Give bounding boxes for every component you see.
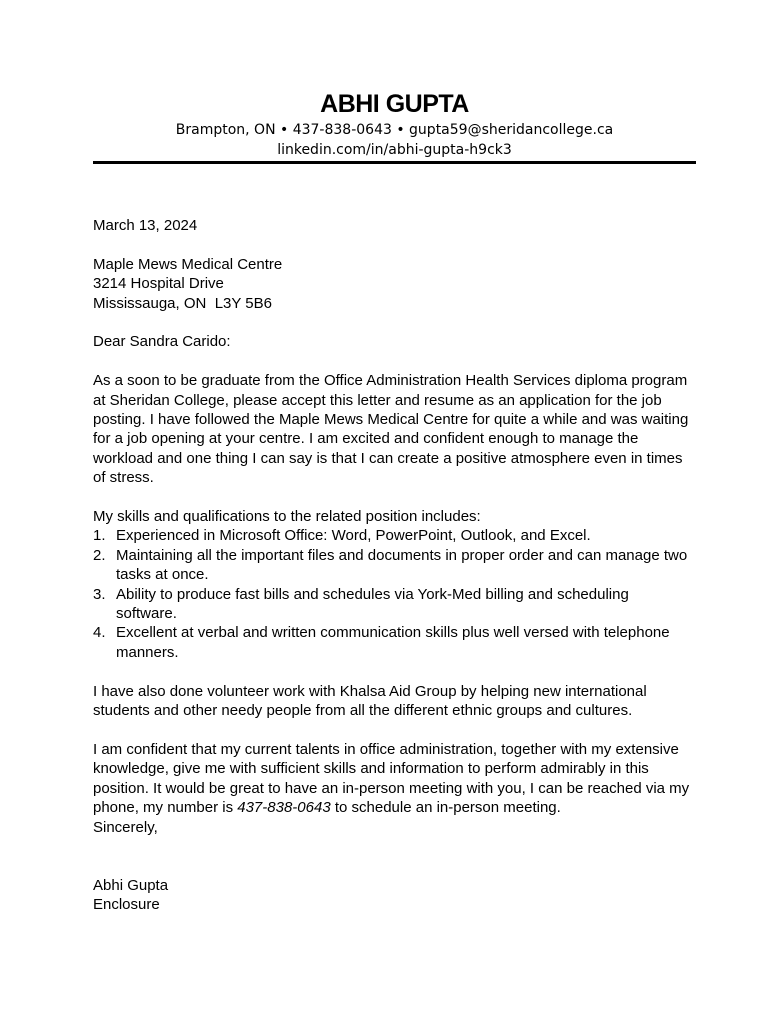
- list-item: [93, 623, 693, 662]
- linkedin-line: linkedin.com/in/abhi-gupta-h9ck3: [277, 142, 512, 158]
- list-number: 4.: [93, 624, 106, 642]
- paragraph-intro: As a soon to be graduate from the Office Administration Health Services diploma program at Sheridan College, please accept this letter and resume as an application for the job posting. I have followed the Maple Mews Medical Centre for quite a while and was waiting for a job opening at your centre. I am excited and confident enough to manage the workload and one thing I can say is that I can create a positive atmosphere even in times of stress.: [93, 372, 689, 487]
- closing-text-before: I am confident that my current talents in office administration, together with my extensive knowledge, give me with sufficient skills and information to perform admirably in this position. It would be great to have an in-person meeting with you, I can be reached via my phone, my number is: [93, 740, 690, 817]
- letter-date: March 13, 2024: [93, 217, 198, 234]
- list-item-text: Ability to produce fast bills and schedules via York-Med billing and scheduling software.: [116, 585, 629, 623]
- paragraph-volunteer: I have also done volunteer work with Khalsa Aid Group by helping new international students and other needy people from all the different ethnic groups and cultures.: [93, 682, 647, 720]
- list-item: [93, 585, 693, 624]
- header-divider: [93, 161, 696, 164]
- list-number: 1.: [93, 527, 106, 545]
- paragraph-closing: [93, 740, 693, 818]
- signature-name: Abhi Gupta: [93, 876, 169, 894]
- list-item-text: Experienced in Microsoft Office: Word, PowerPoint, Outlook, and Excel.: [116, 527, 591, 545]
- list-number: 2.: [93, 546, 106, 564]
- phone-number: 437-838-0643: [237, 799, 331, 817]
- recipient-org: Maple Mews Medical Centre: [93, 255, 283, 273]
- recipient-street: 3214 Hospital Drive: [93, 275, 224, 293]
- list-number: 3.: [93, 585, 106, 603]
- closing-text-after: to schedule an in-person meeting.: [330, 799, 561, 817]
- list-item-text: Maintaining all the important files and documents in proper order and can manage two tasks at once.: [116, 546, 688, 584]
- recipient-address: [93, 255, 693, 313]
- skills-list: [93, 526, 693, 662]
- letter-body: [93, 216, 693, 915]
- letterhead: [93, 88, 696, 160]
- list-item: [93, 526, 693, 545]
- enclosure-note: Enclosure: [93, 896, 160, 914]
- list-item-text: Excellent at verbal and written communication skills plus well versed with telephone manners.: [116, 624, 670, 661]
- list-item: [93, 546, 693, 585]
- contact-line: Brampton, ON • 437-838-0643 • gupta59@sheridancollege.ca: [175, 122, 614, 138]
- valediction: Sincerely,: [93, 818, 158, 836]
- recipient-city: Mississauga, ON L3Y 5B6: [93, 294, 272, 312]
- skills-intro: My skills and qualifications to the related position includes:: [93, 508, 481, 526]
- sender-name: ABHI GUPTA: [320, 90, 469, 118]
- signature-space: [93, 837, 693, 876]
- salutation: Dear Sandra Carido:: [93, 333, 231, 351]
